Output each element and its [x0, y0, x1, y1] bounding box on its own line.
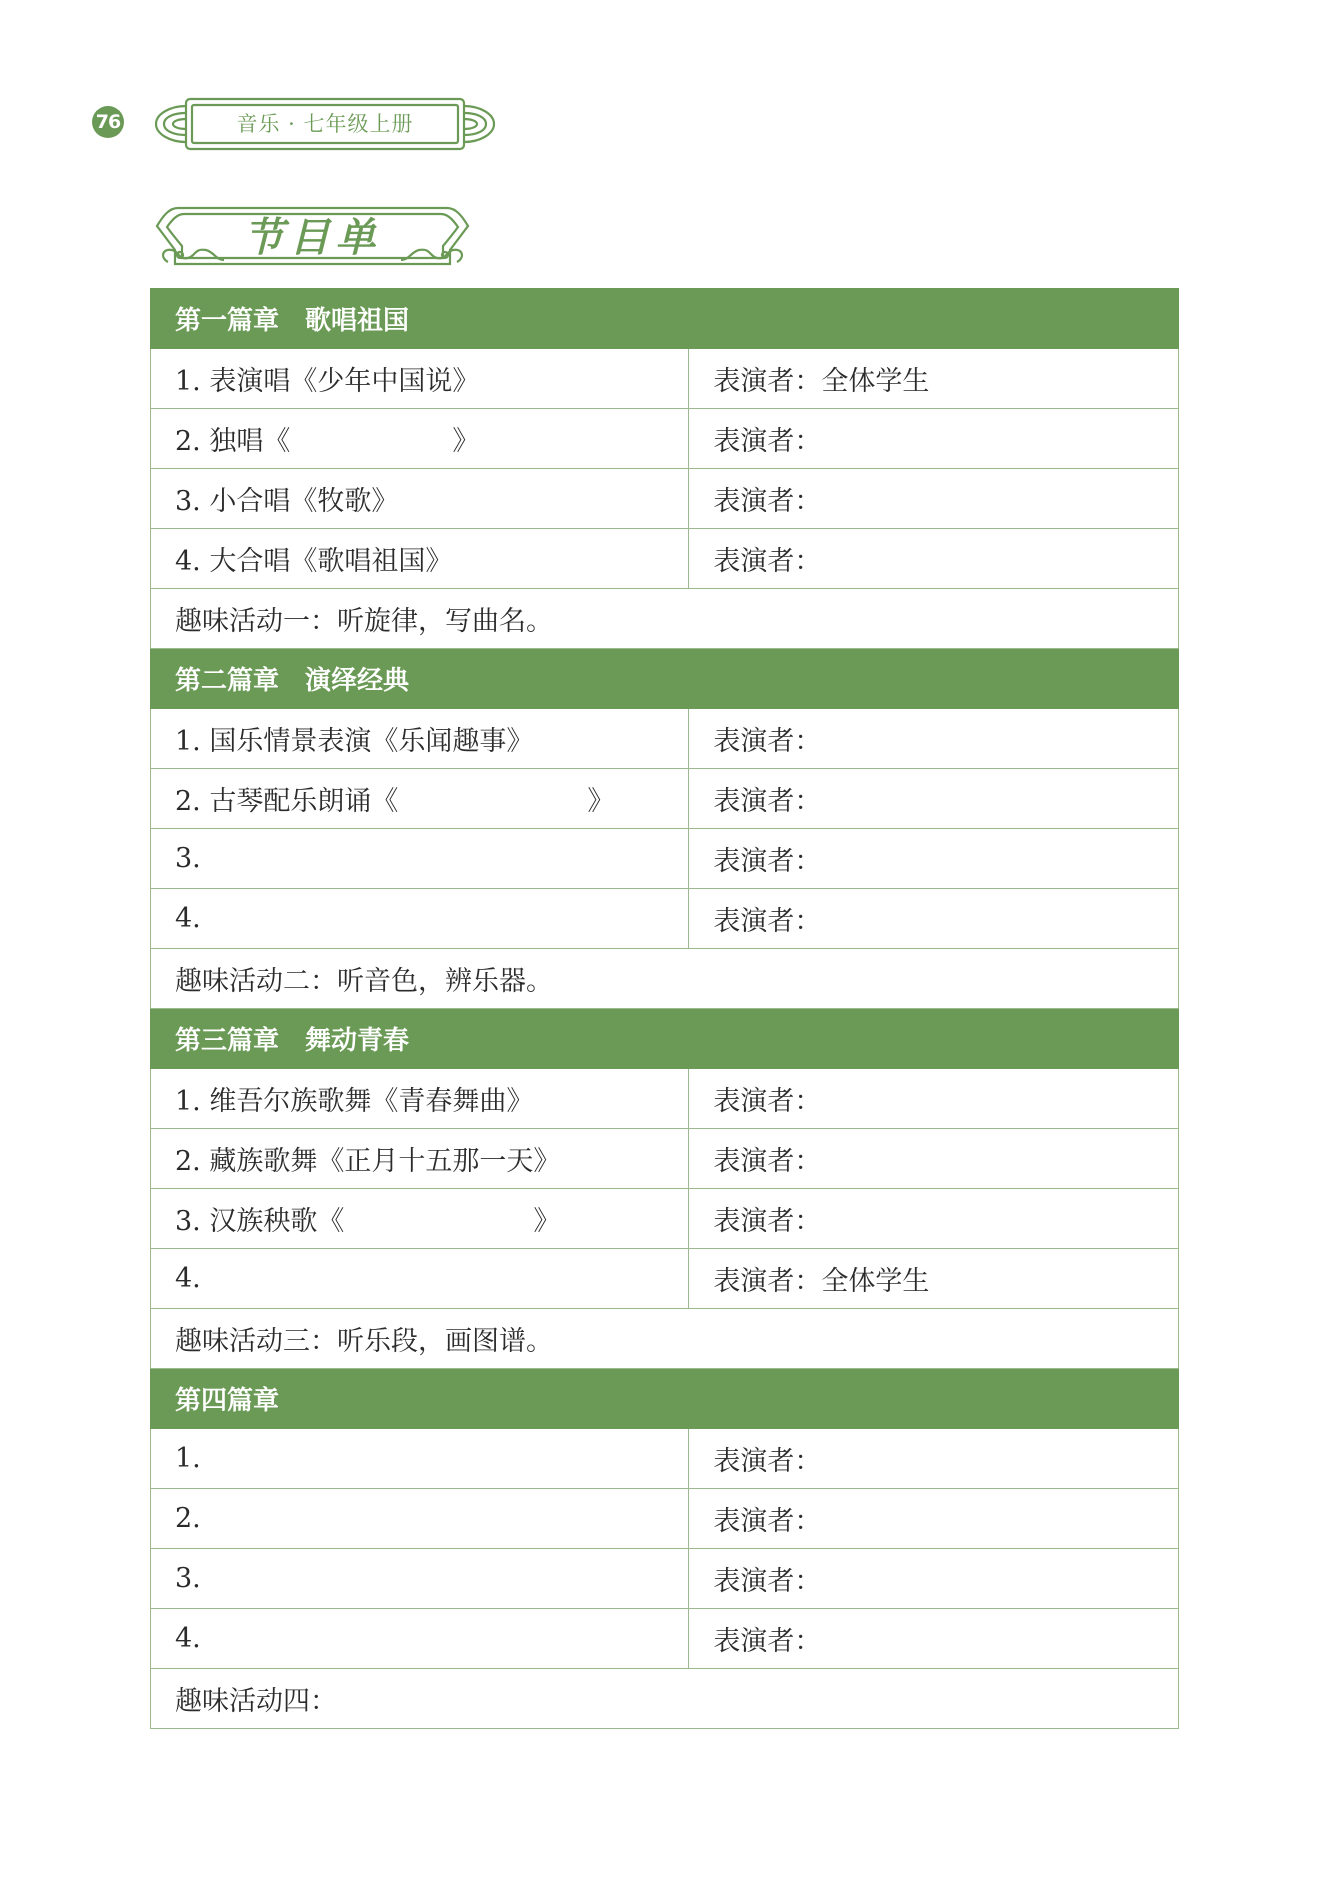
program-item: 1. 维吾尔族歌舞《青春舞曲》 — [151, 1069, 689, 1129]
program-row — [151, 1249, 1179, 1309]
performer-field: 表演者： — [689, 409, 1179, 469]
program-row — [151, 469, 1179, 529]
activity-text: 趣味活动一：听旋律，写曲名。 — [151, 589, 1179, 649]
program-row — [151, 1189, 1179, 1249]
performer-field: 表演者： — [689, 1129, 1179, 1189]
performer-field: 表演者： — [689, 709, 1179, 769]
performer-field: 表演者：全体学生 — [689, 349, 1179, 409]
performer-field: 表演者： — [689, 769, 1179, 829]
performer-field: 表演者： — [689, 469, 1179, 529]
program-item: 2. 独唱《 》 — [151, 409, 689, 469]
program-row — [151, 1609, 1179, 1669]
performer-field: 表演者： — [689, 529, 1179, 589]
performer-field: 表演者：全体学生 — [689, 1249, 1179, 1309]
program-row — [151, 1129, 1179, 1189]
chapter-heading-row — [151, 1009, 1179, 1069]
program-table — [150, 288, 1179, 1729]
program-row — [151, 1069, 1179, 1129]
program-row — [151, 829, 1179, 889]
program-item: 3. 汉族秧歌《 》 — [151, 1189, 689, 1249]
program-item: 1. 表演唱《少年中国说》 — [151, 349, 689, 409]
activity-row — [151, 949, 1179, 1009]
performer-field: 表演者： — [689, 829, 1179, 889]
program-item: 2. 古琴配乐朗诵《 》 — [151, 769, 689, 829]
program-title-banner — [150, 200, 475, 272]
performer-field: 表演者： — [689, 889, 1179, 949]
activity-text: 趣味活动三：听乐段，画图谱。 — [151, 1309, 1179, 1369]
performer-field: 表演者： — [689, 1609, 1179, 1669]
page-number-badge: 76 — [92, 106, 124, 138]
program-title: 节目单 — [243, 214, 382, 261]
activity-row — [151, 1669, 1179, 1729]
chapter-heading: 第二篇章 演绎经典 — [151, 649, 1179, 709]
program-item: 4. 大合唱《歌唱祖国》 — [151, 529, 689, 589]
program-item: 3. — [151, 1549, 689, 1609]
performer-field: 表演者： — [689, 1489, 1179, 1549]
book-title-badge — [148, 96, 502, 152]
program-row — [151, 709, 1179, 769]
activity-row — [151, 1309, 1179, 1369]
program-item: 2. — [151, 1489, 689, 1549]
chapter-heading: 第一篇章 歌唱祖国 — [151, 289, 1179, 349]
chapter-heading-row — [151, 1369, 1179, 1429]
program-item: 4. — [151, 1609, 689, 1669]
program-row — [151, 889, 1179, 949]
program-item: 3. — [151, 829, 689, 889]
program-row — [151, 769, 1179, 829]
program-row — [151, 1429, 1179, 1489]
program-item: 3. 小合唱《牧歌》 — [151, 469, 689, 529]
program-row — [151, 409, 1179, 469]
chapter-heading-row — [151, 649, 1179, 709]
program-row — [151, 349, 1179, 409]
book-title: 音乐 · 七年级上册 — [236, 112, 414, 136]
performer-field: 表演者： — [689, 1189, 1179, 1249]
performer-field: 表演者： — [689, 1549, 1179, 1609]
program-row — [151, 529, 1179, 589]
chapter-heading: 第四篇章 — [151, 1369, 1179, 1429]
chapter-heading: 第三篇章 舞动青春 — [151, 1009, 1179, 1069]
performer-field: 表演者： — [689, 1069, 1179, 1129]
program-row — [151, 1549, 1179, 1609]
activity-row — [151, 589, 1179, 649]
activity-text: 趣味活动二：听音色，辨乐器。 — [151, 949, 1179, 1009]
activity-text: 趣味活动四： — [151, 1669, 1179, 1729]
program-item: 4. — [151, 889, 689, 949]
program-item: 2. 藏族歌舞《正月十五那一天》 — [151, 1129, 689, 1189]
performer-field: 表演者： — [689, 1429, 1179, 1489]
program-item: 1. — [151, 1429, 689, 1489]
program-row — [151, 1489, 1179, 1549]
chapter-heading-row — [151, 289, 1179, 349]
program-item: 4. — [151, 1249, 689, 1309]
program-item: 1. 国乐情景表演《乐闻趣事》 — [151, 709, 689, 769]
